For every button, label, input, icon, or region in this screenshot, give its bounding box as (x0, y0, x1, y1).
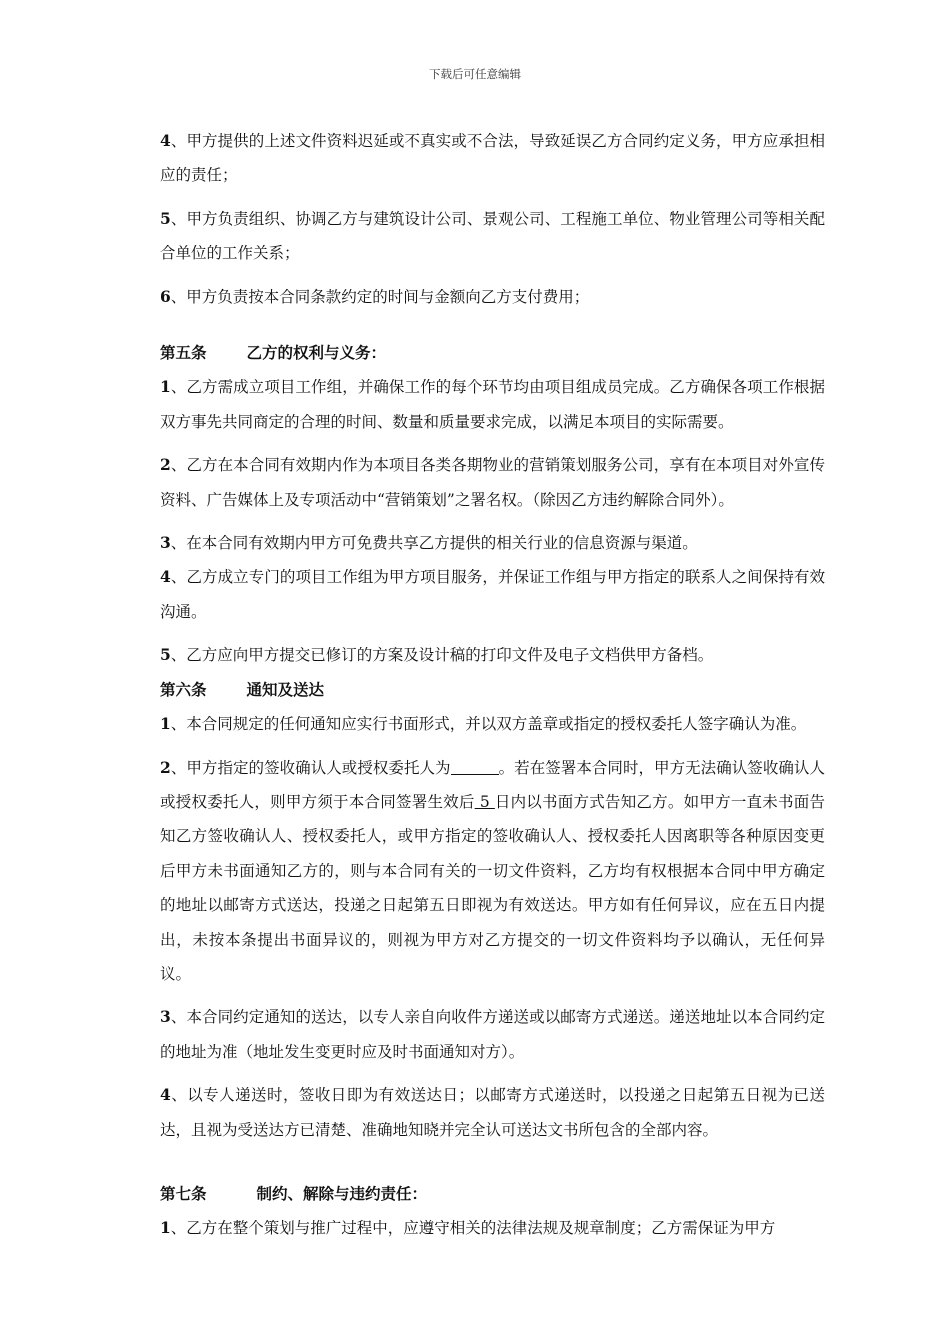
article-number: 第五条 (160, 343, 207, 363)
item-number: 3 (160, 1007, 171, 1027)
item-number: 5 (160, 208, 171, 228)
article-number: 第六条 (160, 679, 207, 699)
item-text: 、乙方在整个策划与推广过程中，应遵守相关的法律法规及规章制度；乙方需保证为甲方 (170, 1219, 776, 1238)
item-text: 、甲方负责按本合同条款约定的时间与金额向乙方支付费用； (170, 287, 590, 306)
item-number: 4 (160, 567, 171, 587)
item-number: 3 (160, 533, 171, 553)
article-title: 通知及送达 (246, 679, 325, 699)
paragraph-s6-1 (160, 707, 825, 741)
item-text: 、乙方应向甲方提交已修订的方案及设计稿的打印文件及电子文档供甲方备档。 (170, 646, 714, 665)
paragraph-s6-3 (160, 1000, 825, 1069)
item-text: 、乙方成立专门的项目工作组为甲方项目服务，并保证工作组与甲方指定的联系人之间保持有效沟通。 (160, 568, 825, 621)
item-number: 4 (160, 131, 171, 150)
paragraph-4 (160, 124, 825, 193)
item-text: 、本合同约定通知的送达，以专人亲自向收件方递送或以邮寄方式递送。递送地址以本合同约定的地址为准（地址发生变更时应及时书面通知对方）。 (160, 1008, 825, 1061)
article-number: 第七条 (160, 1183, 207, 1203)
item-number: 1 (160, 1218, 171, 1238)
item-text: 、甲方提供的上述文件资料迟延或不真实或不合法，导致延误乙方合同约定义务，甲方应承担相应的责任； (160, 132, 825, 185)
section-heading-7 (160, 1177, 825, 1211)
item-number: 1 (160, 377, 171, 397)
section-heading-5 (160, 336, 825, 370)
item-text: 、本合同规定的任何通知应实行书面形式，并以双方盖章或指定的授权委托人签字确认为准。 (170, 715, 807, 734)
item-text: 、乙方需成立项目工作组，并确保工作的每个环节均由项目组成员完成。乙方确保各项工作根据双方事先共同商定的合理的时间、数量和质量要求完成，以满足本项目的实际需要。 (160, 378, 825, 431)
item-text-b: 。若在签署本合同时，甲方无法确认签收确认人或授权委托人，则甲方须于本合同签署生效后 (160, 758, 825, 811)
item-number: 5 (160, 645, 171, 665)
days-value: 5 (474, 792, 495, 811)
paragraph-s5-1 (160, 370, 825, 439)
item-text-c: 日内以书面方式告知乙方。如甲方一直未书面告知乙方签收确认人、授权委托人，或甲方指定的签收确认人、授权委托人因离职等各种原因变更后甲方未书面通知乙方的，则与本合同有关的一切文件资料，乙方均有权根据本合同中甲方确定的地址以邮寄方式送达，投递之日起第五日即视为有效送达。甲方如有任何异议，应在五日内提出，未按本条提出书面异议的，则视为甲方对乙方提交的一切文件资料均予以确认，无任何异议。 (160, 792, 825, 983)
item-text: 、在本合同有效期内甲方可免费共享乙方提供的相关行业的信息资源与渠道。 (170, 534, 698, 553)
item-text: 、以专人递送时，签收日即为有效送达日；以邮寄方式递送时，以投递之日起第五日视为已送达，且视为受送达方已清楚、准确地知晓并完全认可送达文书所包含的全部内容。 (160, 1086, 825, 1139)
article-title: 制约、解除与违约责任： (256, 1183, 428, 1203)
page-header: 下载后可任意编辑 (429, 67, 521, 81)
article-title: 乙方的权利与义务： (246, 343, 387, 363)
blank-field (451, 760, 499, 775)
paragraph-s5-3 (160, 526, 825, 560)
item-text: 、乙方在本合同有效期内作为本项目各类各期物业的营销策划服务公司，享有在本项目对外宣传资料、广告媒体上及专项活动中“营销策划”之署名权。（除因乙方违约解除合同外）。 (160, 456, 825, 509)
paragraph-s5-4 (160, 560, 825, 629)
paragraph-5 (160, 202, 825, 271)
item-number: 2 (160, 757, 171, 777)
paragraph-s6-2 (160, 751, 825, 992)
item-text-a: 、甲方指定的签收确认人或授权委托人为 (170, 758, 451, 777)
section-heading-6 (160, 673, 825, 707)
paragraph-s7-1 (160, 1211, 825, 1245)
paragraph-s5-2 (160, 448, 825, 517)
document-body (160, 124, 825, 1246)
item-number: 1 (160, 714, 171, 734)
paragraph-s6-4 (160, 1078, 825, 1147)
item-number: 4 (160, 1085, 171, 1105)
paragraph-6 (160, 280, 825, 314)
item-number: 6 (160, 286, 171, 306)
paragraph-s5-5 (160, 638, 825, 672)
item-text: 、甲方负责组织、协调乙方与建筑设计公司、景观公司、工程施工单位、物业管理公司等相关配合单位的工作关系； (160, 209, 825, 263)
item-number: 2 (160, 455, 171, 475)
